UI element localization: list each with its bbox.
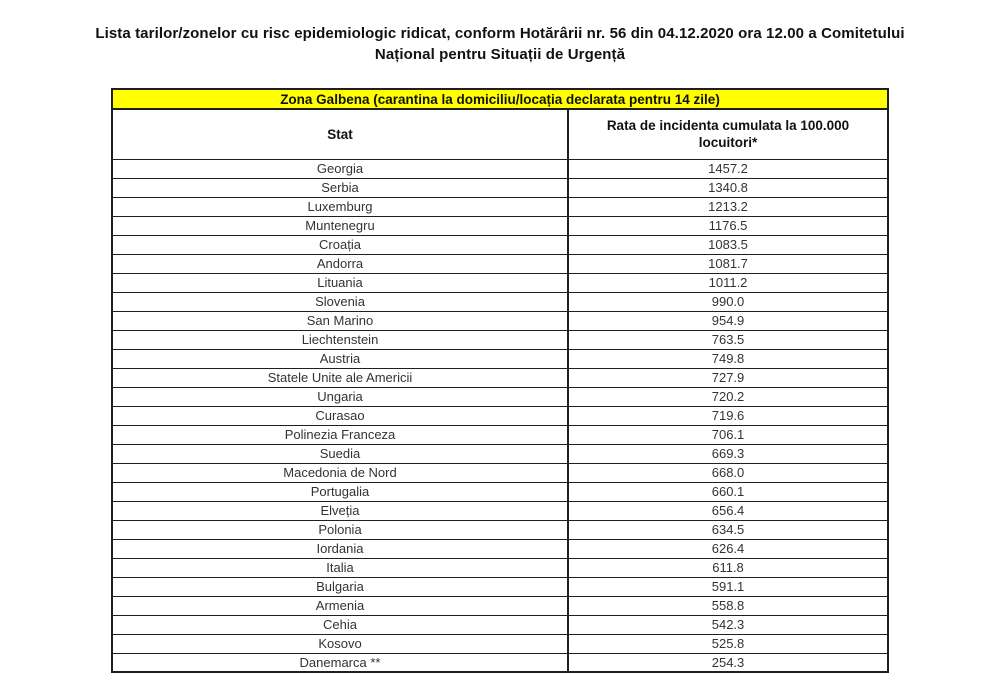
table-row <box>112 425 888 444</box>
document-title-line-1: Lista tarilor/zonelor cu risc epidemiologic ridicat, conform Hotărârii nr. 56 din 04.12.2020 ora 12.00 a Comitetului <box>95 25 905 42</box>
country-cell: Austria <box>112 349 568 368</box>
table-row <box>112 539 888 558</box>
rate-cell: 611.8 <box>568 558 888 577</box>
rate-cell: 1340.8 <box>568 178 888 197</box>
risk-zone-table <box>111 88 889 673</box>
country-cell: Suedia <box>112 444 568 463</box>
country-cell: Armenia <box>112 596 568 615</box>
rate-cell: 763.5 <box>568 330 888 349</box>
country-cell: Lituania <box>112 273 568 292</box>
table-row <box>112 520 888 539</box>
country-cell: Statele Unite ale Americii <box>112 368 568 387</box>
rate-cell: 706.1 <box>568 425 888 444</box>
rate-cell: 727.9 <box>568 368 888 387</box>
column-header-rate-label: Rata de incidenta cumulata la 100.000 locuitori* <box>606 118 850 151</box>
table-row <box>112 596 888 615</box>
country-cell: Liechtenstein <box>112 330 568 349</box>
table-row <box>112 311 888 330</box>
country-cell: San Marino <box>112 311 568 330</box>
country-cell: Macedonia de Nord <box>112 463 568 482</box>
column-header-row <box>112 109 888 159</box>
rate-cell: 749.8 <box>568 349 888 368</box>
country-cell: Polonia <box>112 520 568 539</box>
column-header-rate <box>568 109 888 159</box>
country-cell: Polinezia Franceza <box>112 425 568 444</box>
table-row <box>112 216 888 235</box>
table-row <box>112 463 888 482</box>
rate-cell: 634.5 <box>568 520 888 539</box>
rate-cell: 669.3 <box>568 444 888 463</box>
table-row <box>112 254 888 273</box>
country-cell: Georgia <box>112 159 568 178</box>
country-cell: Croația <box>112 235 568 254</box>
rate-cell: 558.8 <box>568 596 888 615</box>
rate-cell: 525.8 <box>568 634 888 653</box>
rate-cell: 1011.2 <box>568 273 888 292</box>
country-cell: Elveția <box>112 501 568 520</box>
rate-cell: 1083.5 <box>568 235 888 254</box>
table-row <box>112 406 888 425</box>
country-cell: Slovenia <box>112 292 568 311</box>
country-cell: Ungaria <box>112 387 568 406</box>
table-row <box>112 292 888 311</box>
document-title <box>0 23 1000 65</box>
country-cell: Iordania <box>112 539 568 558</box>
rate-cell: 990.0 <box>568 292 888 311</box>
rate-cell: 660.1 <box>568 482 888 501</box>
rate-cell: 1213.2 <box>568 197 888 216</box>
zone-header: Zona Galbena (carantina la domiciliu/locația declarata pentru 14 zile) <box>112 89 888 109</box>
country-cell: Italia <box>112 558 568 577</box>
table-row <box>112 273 888 292</box>
country-cell: Andorra <box>112 254 568 273</box>
country-cell: Danemarca ** <box>112 653 568 672</box>
rate-cell: 591.1 <box>568 577 888 596</box>
table-row <box>112 197 888 216</box>
rate-cell: 720.2 <box>568 387 888 406</box>
table-row <box>112 577 888 596</box>
table-row <box>112 349 888 368</box>
table-row <box>112 634 888 653</box>
table-row <box>112 482 888 501</box>
country-cell: Muntenegru <box>112 216 568 235</box>
rate-cell: 1176.5 <box>568 216 888 235</box>
rate-cell: 719.6 <box>568 406 888 425</box>
table-head <box>112 89 888 159</box>
country-cell: Serbia <box>112 178 568 197</box>
country-cell: Portugalia <box>112 482 568 501</box>
rate-cell: 626.4 <box>568 539 888 558</box>
table-row <box>112 501 888 520</box>
table-row <box>112 159 888 178</box>
table-row <box>112 235 888 254</box>
rate-cell: 656.4 <box>568 501 888 520</box>
country-cell: Kosovo <box>112 634 568 653</box>
rate-cell: 954.9 <box>568 311 888 330</box>
table-body <box>112 159 888 672</box>
table-row <box>112 558 888 577</box>
rate-cell: 254.3 <box>568 653 888 672</box>
country-cell: Bulgaria <box>112 577 568 596</box>
table-row <box>112 653 888 672</box>
table-row <box>112 178 888 197</box>
rate-cell: 1081.7 <box>568 254 888 273</box>
table-row <box>112 444 888 463</box>
table-row <box>112 330 888 349</box>
table-row <box>112 615 888 634</box>
table-row <box>112 368 888 387</box>
country-cell: Luxemburg <box>112 197 568 216</box>
zone-header-row <box>112 89 888 109</box>
country-cell: Curasao <box>112 406 568 425</box>
column-header-stat: Stat <box>112 109 568 159</box>
rate-cell: 542.3 <box>568 615 888 634</box>
document-title-line-2: Național pentru Situații de Urgență <box>374 46 626 63</box>
table-row <box>112 387 888 406</box>
country-cell: Cehia <box>112 615 568 634</box>
rate-cell: 668.0 <box>568 463 888 482</box>
rate-cell: 1457.2 <box>568 159 888 178</box>
